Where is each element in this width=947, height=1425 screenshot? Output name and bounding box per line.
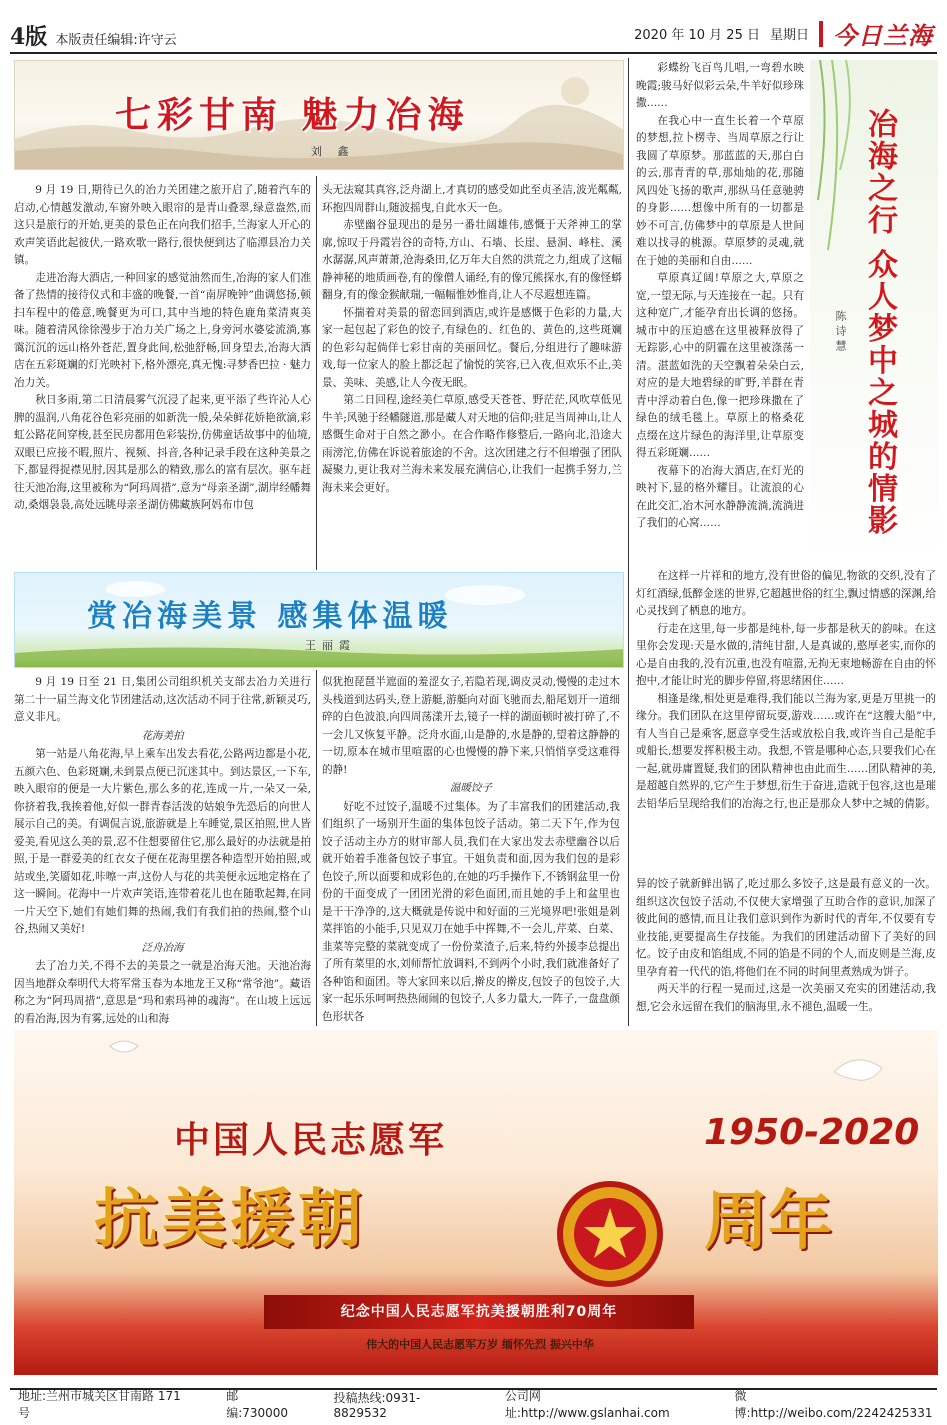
page-footer	[10, 1388, 937, 1418]
advert-anniversary: 周年	[704, 1185, 832, 1259]
paragraph: 在我心中一直生长着一个草原的梦想,拉卜楞寺、当周草原之行让我圆了草原梦。那蓝蓝的天,那白白的云,那青青的草,那灿灿的花,那随风四处飞扬的歌声,那纵马任意驰骋的身影……想像中所有的一切都是妙不可言,仿佛梦中的草原是人世间难以找寻的桃源。草原梦的灵魂,就在于她的美丽和自由……	[636, 114, 804, 267]
advert-slogan: 伟大的中国人民志愿军万岁 缅怀先烈 振兴中华	[366, 1338, 594, 1351]
article3-column-wide	[636, 568, 936, 872]
masthead-logo: 今日兰海	[833, 22, 933, 50]
advert-ribbon: 纪念中国人民志愿军抗美援朝胜利70周年	[264, 1295, 694, 1329]
article1-author: 刘 鑫	[311, 145, 355, 158]
paragraph: 秋日多雨,第二日清晨雾气沉浸了起来,更平添了些许沁人心脾的温润,八角花谷色彩亮丽的如新洗一般,朵朵鲜花娇艳欲滴,彩虹公路花间穿梭,甚至民房都用色彩装扮,仿佛童话故事中的仙境,双眼已应接不暇,照片、视频、抖音,各种记录手段在这种美景之下,都显得捉襟见肘,因其是那么的精致,那么的富有层次。驱车赶往天池冶海,这里被称为“阿玛周措”,意为“母亲圣湖”,湖岸经幡舞动,桑烟袅袅,高处远眺母亲圣湖仿佛藏族阿妈布巾包	[14, 394, 311, 511]
paragraph: 第二日回程,途经美仁草原,感受天苍苍、野茫茫,风吹草低见牛羊;风驰于经幡隧道,那是藏人对天地的信仰;驻足当周神山,让人感慨生命对于自然之渺小。在合作略作修整后,一路向北,沿途大雨滂沱,仿佛在诉说着旅途的不舍。这次团建之行不但增强了团队凝聚力,更让我对兰海未来发展充满信心,让我们一起携手努力,兰海未来会更好。	[322, 394, 622, 494]
article3-side-banner	[810, 60, 938, 565]
subheading: 花海美拍	[141, 729, 184, 742]
paragraph: 怀揣着对美景的留恋回到酒店,或许是感慨于色彩的力量,大家一起包起了彩色的饺子,有绿色的、红色的、黄色的,这些斑斓的色彩勾起倘佯七彩甘南的美丽回忆。餐后,分组进行了趣味游戏,每一位家人的脸上都泛起了愉悦的笑容,已入夜,但欢乐不止,美景、美味、美感,让人今夜无眠。	[322, 306, 622, 389]
article3-column-narrow	[636, 60, 804, 565]
paragraph: 头无法窥其真容,泛舟湖上,才真切的感受如此至贞圣洁,波光粼粼,环抱四周群山,随波摇曳,自此水天一色。	[322, 184, 622, 214]
page-header	[0, 0, 947, 56]
footer-weibo[interactable]: 微博:http://weibo.com/2242425331	[734, 1389, 933, 1420]
footer-website[interactable]: 公司网址:http://www.gslanhai.com	[504, 1389, 670, 1420]
article2-column-1	[14, 674, 311, 1024]
paragraph: 好吃不过饺子,温暖不过集体。为了丰富我们的团建活动,我们组织了一场别开生面的集体包饺子活动。第二天下午,作为包饺子活动主办方的财审部人员,我们在大家出发去赤壁幽谷以后就开始着手准备包饺子事宜。干姐负责和面,因为我们包的是彩色饺子,所以面要和成彩色的,在她的巧手操作下,不锈钢盆里一份份的干面变成了一团团光滑的彩色面团,而且她的手上和盆里也是干干净净的,这大概就是传说中和好面的三光境界吧!张姐是剁菜拌馅的小能手,只见双刀在她手中挥舞,不一会儿,芹菜、白菜、韭菜等完整的菜就变成了一份份菜渣子,后来,特约外援李总提出了所有菜里的水,刘师帮忙放调料,不到两个小时,我们就准备好了各种馅和面团。等大家回来以后,擀皮的擀皮,包饺子的包饺子,大家一起乐乐呵呵热热闹闹的包饺子,人多力量大,一阵子,一盘盘颜色形状各	[322, 800, 620, 1023]
header-left	[10, 20, 177, 51]
footer-postcode: 邮编:730000	[226, 1389, 289, 1420]
article1-title: 七彩甘南 魅力冶海	[115, 95, 470, 136]
subheading: 温暖饺子	[450, 782, 492, 794]
header-rule	[10, 52, 937, 54]
issue-date: 2020 年 10 月 25 日	[634, 28, 760, 43]
issue-weekday: 星期日	[769, 28, 809, 43]
paragraph: 行走在这里,每一步都是纯朴,每一步都是秋天的韵味。在这里你会发现:天是水做的,清纯甘甜,人是真诚的,憨厚老实,而你的心是自由我的,没有沉重,也没有喧嚣,无拘无束地畅游在自由的怀抱中,才能让时光的脚步停留,将思绪困住……	[636, 622, 936, 687]
paragraph: 异的饺子就新鲜出锅了,吃过那么多饺子,这是最有意义的一次。组织这次包饺子活动,不仅使大家增强了互助合作的意识,加深了彼此间的感情,而且让我们意识到作为新时代的青年,不仅要有专业技能,更要提高生存技能。为我们的团建活动留下了美好的回忆。饺子由皮和馅组成,不同的馅是不同的个人,而皮则是兰海,皮里孕育着一代代的馅,将他们在不同的时间里煮熟成为饼子。	[636, 878, 936, 978]
paragraph: 赤壁幽谷显现出的是另一番壮阔雄伟,感慨于天斧神工的掌廓,惊叹于丹霞岩谷的奇特,方山、石墙、长崖、悬洞、峰柱、溪水潺潺,风声萧萧,沧海桑田,亿万年大自然的洪荒之力,组成了这幅静神秘的地质画卷,有的像僧人诵经,有的像冗熊探水,有的像怪蟒翻身,有的像金猴献瑞,一幅幅惟妙惟肖,让人不尽遐想连篇。	[322, 219, 622, 301]
paragraph: 走进冶海大酒店,一种回家的感觉油然而生,冶海的家人们准备了热情的接待仪式和丰盛的晚餐,一首“南屏晚钟”曲调悠扬,顿扫车程中的倦意,晚餐更为可口,其中当地的特色鹿角菜清爽美味。随着清风徐徐漫步于冶力关广场之上,身旁河水婆娑流淌,寡霭沉沉的远山格外苍茫,置身此间,松弛舒畅,回身望去,冶海大酒店在五彩斑斓的灯光映衬下,格外漂亮,真无愧:寻梦香巴拉 · 魅力冶力关。	[14, 271, 311, 389]
advert-headline-2: 抗美援朝	[94, 1183, 366, 1257]
article2-author: 王丽霞	[305, 639, 356, 652]
footer-phone: 投稿热线:0931-8829532	[333, 1390, 421, 1420]
paragraph: 9 月 19 日,期待已久的冶力关团建之旅开启了,随着汽车的启动,心情越发激动,车窗外映入眼帘的是青山叠翠,绿意盎然,而这只是旅行的开始,更美的景色正在向我们招手,兰海家人开心的欢声笑语此起彼伏,一路欢歌一路行,很快便到达了临潭县冶力关镇。	[14, 184, 311, 266]
paragraph: 去了冶力关,不得不去的美景之一就是冶海天池。天池冶海因当地群众奉明代大将军常玉春为本地龙王又称“常爷池”。藏语称之为“阿玛周措”,意思是“玛和索玛神的魂海”。在山坡上远远的看冶海,因为有雾,远处的山和海	[14, 960, 311, 1024]
header-right	[634, 16, 933, 51]
column-divider	[316, 670, 317, 1026]
article2-column-2	[322, 674, 620, 1024]
column-divider	[628, 58, 629, 1026]
article2-column-3	[636, 876, 936, 1024]
article3-title: 冶海之行 众人梦中之城的情影	[862, 108, 897, 537]
commemoration-advert	[14, 1030, 938, 1375]
masthead-divider	[819, 21, 823, 47]
article1-column-1	[14, 182, 311, 568]
advert-headline-1: 中国人民志愿军	[174, 1120, 448, 1161]
subheading: 泛舟冶海	[141, 941, 184, 954]
advert-years: 1950-2020	[704, 1112, 920, 1153]
paragraph: 在这样一片祥和的地方,没有世俗的偏见,物欲的交织,没有了灯红酒绿,低醉金迷的世界,它超越世俗的红尘,飘过情感的深渊,给心灵找到了栖息的地方。	[636, 570, 936, 617]
footer-address: 地址:兰州市城关区甘南路 171 号	[18, 1389, 181, 1420]
paragraph: 草原真辽阔!草原之大,草原之宽,一望无际,与天连接在一起。只有这种宽广,才能孕育出长调的悠扬。城市中的压迫感在这里被释放得了无踪影,心中的阴霾在这里被涤荡一清。湛蓝如洗的天空飘着朵朵白云,对应的是大地碧绿的旷野,羊群在青青中浮动着白色,像一把珍珠撒在了绿色的绒毛毯上。草原上的格桑花点缀在这片绿色的海洋里,让草原变得五彩斑斓……	[636, 272, 804, 459]
article3-author: 陈诗慧	[834, 310, 847, 355]
paragraph: 夜幕下的冶海大酒店,在灯光的映衬下,显的格外耀目。让流浪的心在此交汇,冶木河水静静流淌,流淌进了我们的心窝……	[636, 464, 804, 529]
paragraph: 第一站是八角花海,早上乘车出发去看花,公路两边都是小花,五颜六色、色彩斑斓,未到景点便已沉迷其中。到达景区,一下车,映入眼帘的便是一大片紫色,那么多的花,连成一片,一朵又一朵,你挤着我,我挨着他,好似一群青春活泼的姑娘争先恐后的向世人展示自己的美。有调侃言说,旅游就是上车睡觉,景区拍照,世人皆爱美,看见这么美的景,忍不住想要留住它,那么最好的办法就是拍照,于是一群爱美的红衣女子便在花海里摆各种造型开始拍照,或站或坐,笑靥如花,咔嚓一声,这份人与花的共美便永远地定格在了这一瞬间。花海中一片欢声笑语,连带着花儿也在随歌起舞,在同一片天空下,她们有她们舞的热闹,我们有我们拍的热闹,整个山谷,热闹又美好!	[14, 748, 311, 935]
paragraph: 9 月 19 日至 21 日,集团公司组织机关支部去冶力关进行第二十一届兰海文化节团建活动,这次活动不同于往常,新颖灵巧,意义非凡。	[14, 676, 311, 723]
star-emblem-icon	[554, 1178, 666, 1290]
article1-banner	[14, 60, 624, 170]
page-number: 4版	[10, 24, 48, 50]
article1-column-2	[322, 182, 622, 568]
article2-banner	[14, 572, 624, 668]
editor-credit: 本版责任编辑:许守云	[55, 33, 177, 48]
paragraph: 似犹抱琵琶半遮面的羞涩女子,若隐若现,调皮灵动,慢慢的走过木头栈道到达码头,登上游艇,游艇向对面飞驰而去,船尾划开一道细碎的白色波浪,向四周荡漾开去,镜子一样的湖面顿时被打碎了,不一会儿又恢复平静。泛舟水面,山是静的,水是静的,望着这静静的一切,原本在城市里喧嚣的心也慢慢的静下来,只悄悄享受这难得的静!	[322, 676, 620, 776]
paragraph: 彩蝶纷飞百鸟儿唱,一弯碧水映晚霞;骏马好似彩云朵,牛羊好似珍珠撒……	[636, 62, 804, 109]
column-divider	[316, 176, 317, 570]
paragraph: 相逢是缘,相处更是难得,我们能以兰海为家,更是万里挑一的缘分。我们团队在这里停留玩耍,游戏……或许在“这艘大船”中,有人当自己是乘客,愿意享受生活或放松自我,或许当自己是舵手或船长,想要发挥积极主动。我想,不管是哪种心态,只要我们心在一起,就毋庸置疑,我们的团队精神也由此而生……团队精神的美,是超越自然界的,它产生于梦想,衍生于奋进,造就于包容,这也是璀去铅华后呈现给我们的冶海之行,也正是那众人梦中之城的倩影。	[636, 692, 936, 810]
article2-title: 赏冶海美景 感集体温暖	[87, 599, 453, 634]
paragraph: 两天半的行程一晃而过,这是一次美丽又充实的团建活动,我想,它会永远留在我们的脑海里,永不褪色,温暖一生。	[636, 983, 936, 1013]
